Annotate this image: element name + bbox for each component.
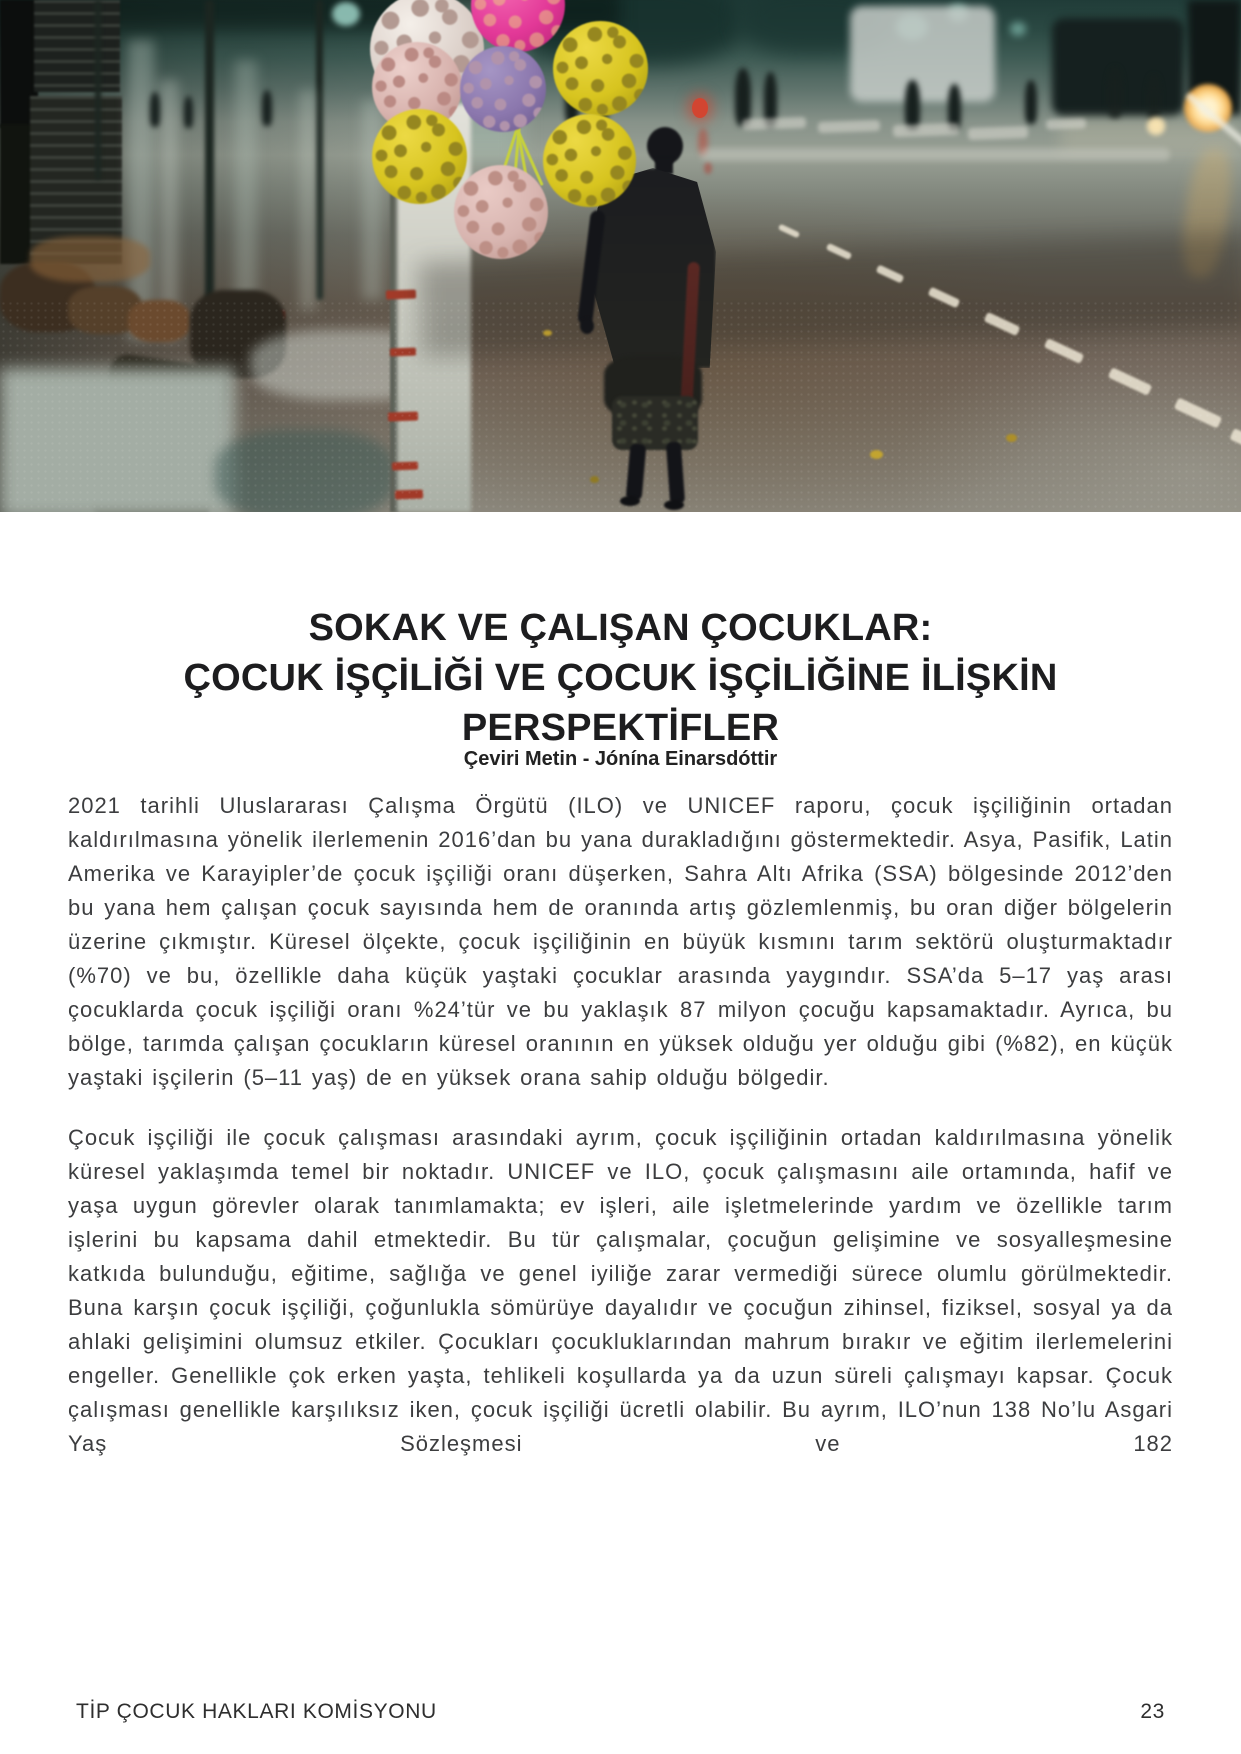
leaf <box>590 476 599 483</box>
child-foot <box>664 500 684 510</box>
pedestrian <box>184 96 193 128</box>
pedestrian <box>735 68 751 126</box>
page-title <box>68 603 1173 753</box>
page-footer <box>76 1700 1165 1724</box>
tail-light-glow <box>704 162 712 174</box>
pedestrian <box>150 92 160 127</box>
pedestrian <box>905 80 920 130</box>
child-hand <box>580 318 594 334</box>
road-marking <box>818 120 880 133</box>
wet-reflection <box>300 90 316 310</box>
leaf <box>543 330 552 336</box>
road-marking <box>742 117 806 130</box>
debris <box>30 236 150 282</box>
article-paragraph: 2021 tarihli Uluslararası Çalışma Örgütü (ILO) ve UNICEF raporu, çocuk işçiliğinin ortadan kaldırılmasına yönelik ilerlemenin 2016’dan bu yana durakladığını göstermektedir. Asya, Pasifik, Latin Amerika ve Karayipler’de çocuk işçiliği oranı düşerken, Sahra Altı Afrika (SSA) bölgesinde 2012’den bu yana hem çalışan çocuk sayısında hem de oranında artış gözlemlenmiş, bu oran diğer bölgelerin üzerine çıkmıştır. Küresel ölçekte, çocuk işçiliğinin en büyük kısmını tarım sektörü oluşturmaktadır (%70) ve bu, özellikle daha küçük yaştaki çocuklar arasında yaygındır. SSA’da 5–17 yaş arası çocuklarda çocuk işçiliği oranı %24’tür ve bu yaklaşık 87 milyon çocuğu kapsamaktadır. Ayrıca, bu bölge, tarımda çalışan çocukların küresel oranının en yüksek olduğu yer olduğu gibi (%82), en küçük yaştaki işçilerin (5–11 yaş) de en yüksek orana sahip olduğu bölgedir. <box>68 793 1173 1090</box>
child-foot <box>620 496 640 506</box>
wet-reflection <box>235 60 257 300</box>
article-paragraph: Çocuk işçiliği ile çocuk çalışması arasındaki ayrım, çocuk işçiliğinin ortadan kaldırılmasına yönelik küresel yaklaşımda temel bir noktadır. UNICEF ve ILO, çocuk çalışmasını aile ortamında, hafif ve yaşa uygun görevler olarak tanımlamakta; ev işleri, aile işletmelerinde yardım ve özellikle tarım işlerini bu kapsama dahil etmektedir. Bu tür çalışmalar, çocuğun gelişimine ve sosyalleşmesine katkıda bulunduğu, eğitime, sağlığa ve genel iyiliğe zarar vermediği sürece olumlu görülmektedir. Buna karşın çocuk işçiliği, çoğunlukla sömürüye dayalıdır ve çocuğun zihinsel, fiziksel, sosyal ya da ahlaki gelişimini olumsuz etkiler. Çocukları çocukluklarından mahrum bırakır ve eğitim ilerlemelerini engeller. Genellikle çok erken yaşta, tehlikeli koşullarda ya da uzun süreli çalışmayı kapsar. Çocuk çalışması genellikle karşılıksız iken, çocuk işçiliği ücretli olabilir. Bu ayrım, ILO’nun 138 No’lu Asgari Yaş Sözleşmesi ve 182 <box>68 1125 1173 1456</box>
road-marking <box>1046 118 1086 129</box>
balloon-yellow-right <box>553 21 648 116</box>
pedestrian <box>1108 68 1122 118</box>
bokeh-light <box>1010 22 1026 36</box>
red-curb-mark <box>386 289 416 299</box>
street-structure <box>34 0 120 92</box>
article-body <box>68 789 1173 1487</box>
tail-light <box>692 98 708 118</box>
child-shorts <box>612 396 698 450</box>
title-line: SOKAK VE ÇALIŞAN ÇOCUKLAR: <box>308 607 933 650</box>
road-marking <box>893 123 959 137</box>
balloon-yellow-low <box>543 114 636 207</box>
street-pole <box>316 0 323 300</box>
balloon-pink-bottom <box>454 165 548 259</box>
road-marking-band <box>700 148 1170 161</box>
title-line: ÇOCUK İŞÇİLİĞİ VE ÇOCUK İŞÇİLİĞİNE İLİŞKİN <box>183 657 1058 700</box>
byline: Çeviri Metin - Jónína Einarsdóttir <box>463 748 778 770</box>
balloon-yellow-left <box>372 109 467 204</box>
hero-photo <box>0 0 1241 512</box>
pedestrian <box>262 90 272 126</box>
leaf <box>870 450 883 459</box>
page-number: 23 <box>1140 1700 1165 1723</box>
light-smear <box>1060 118 1240 152</box>
blurred-van <box>850 6 995 102</box>
pedestrian <box>1025 80 1037 124</box>
title-line: PERSPEKTİFLER <box>461 707 780 750</box>
footer-text: TİP ÇOCUK HAKLARI KOMİSYONU <box>76 1700 437 1723</box>
bokeh-light <box>332 2 360 26</box>
road-marking <box>968 126 1028 140</box>
balloon-purple <box>460 46 546 132</box>
street-pole <box>95 0 101 180</box>
lane-dash <box>778 224 800 239</box>
street-pole <box>205 0 214 340</box>
leaf <box>1006 434 1017 442</box>
